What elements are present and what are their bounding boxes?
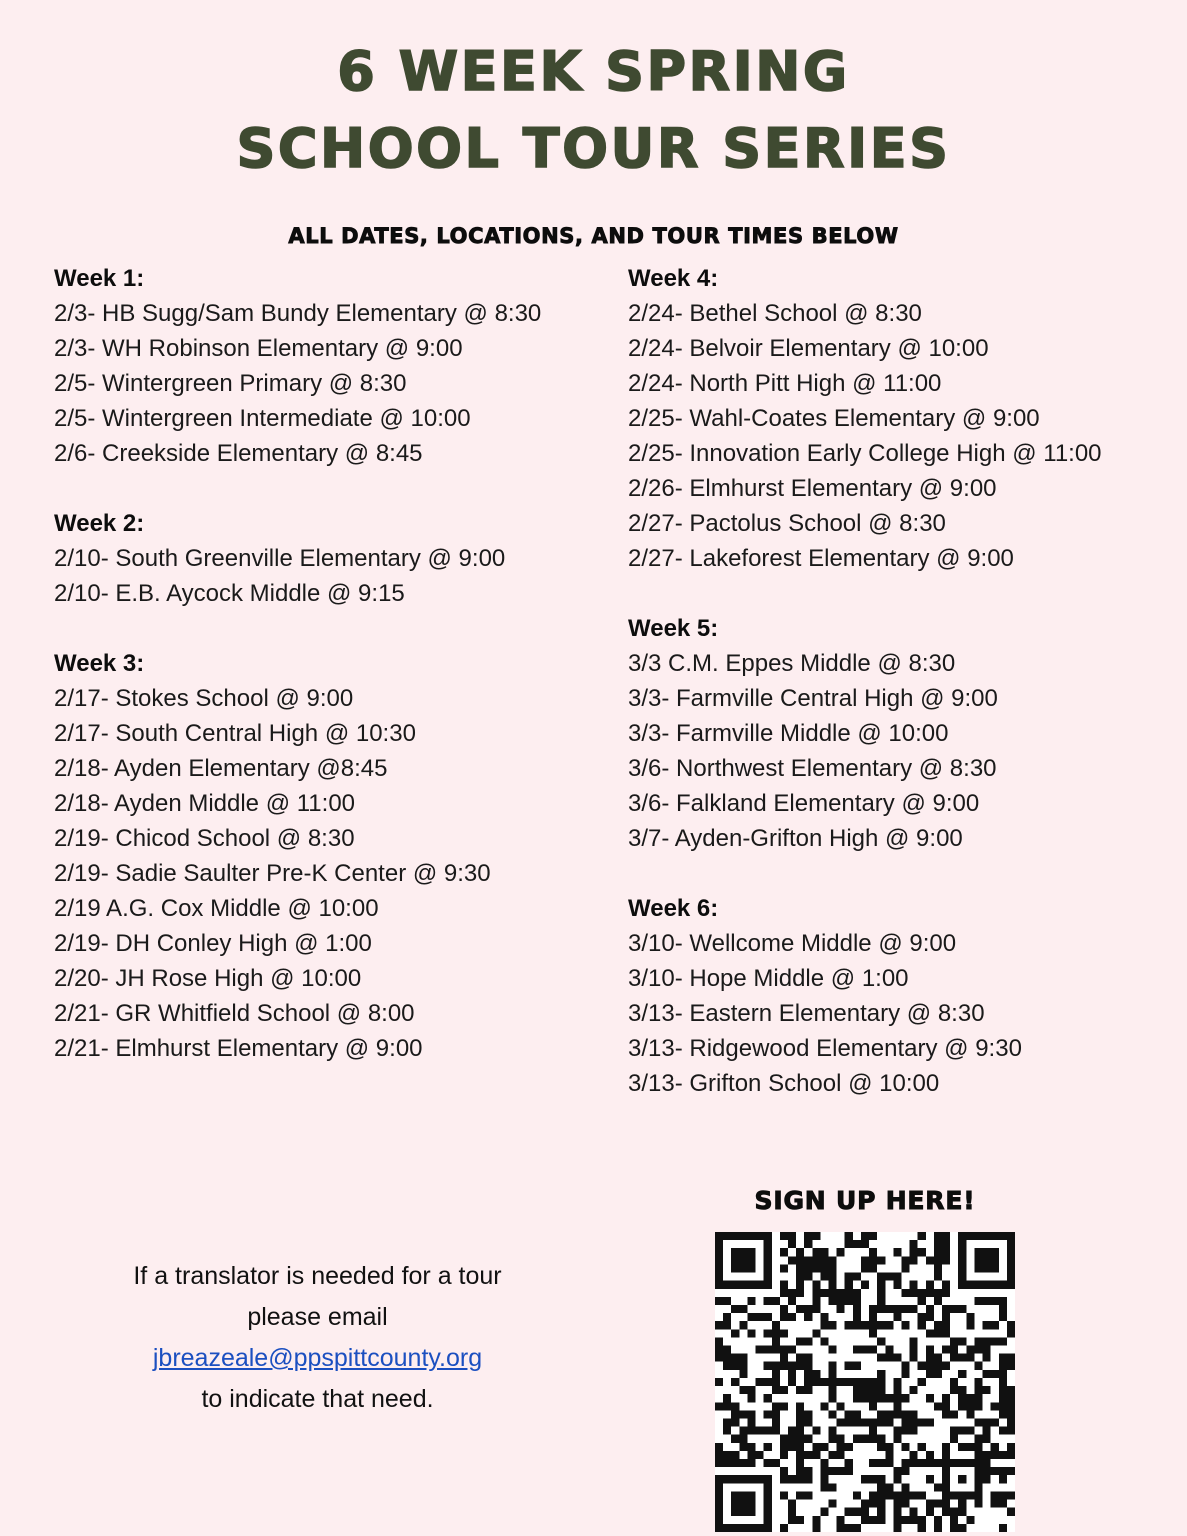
title-line-1: 6 WEEK SPRING bbox=[337, 40, 850, 103]
schedule-columns bbox=[0, 261, 1187, 1121]
schedule-entry: 3/3- Farmville Middle @ 10:00 bbox=[628, 720, 949, 747]
translator-note-line-1: If a translator is needed for a tour bbox=[133, 1262, 502, 1290]
schedule-entry: 2/18- Ayden Middle @ 11:00 bbox=[54, 790, 356, 817]
week-block-2 bbox=[54, 506, 595, 611]
signup-section bbox=[713, 1186, 1017, 1532]
translator-email-link[interactable]: jbreazeale@ppspittcounty.org bbox=[152, 1344, 483, 1372]
week-heading-4: Week 4: bbox=[628, 265, 719, 292]
schedule-entry: 2/3- HB Sugg/Sam Bundy Elementary @ 8:30 bbox=[54, 300, 542, 327]
schedule-column-left bbox=[54, 261, 595, 1066]
column-spacer bbox=[54, 611, 595, 646]
qr-code-icon[interactable] bbox=[715, 1232, 1015, 1532]
schedule-entry: 2/27- Pactolus School @ 8:30 bbox=[628, 510, 946, 537]
poster-header bbox=[0, 0, 1187, 248]
schedule-entry: 3/3- Farmville Central High @ 9:00 bbox=[628, 685, 998, 712]
week-block-6 bbox=[628, 891, 1173, 1101]
schedule-entry: 3/13- Eastern Elementary @ 8:30 bbox=[628, 1000, 985, 1027]
schedule-entry: 2/27- Lakeforest Elementary @ 9:00 bbox=[628, 545, 1014, 572]
week-block-4 bbox=[628, 261, 1173, 576]
schedule-entry: 2/17- Stokes School @ 9:00 bbox=[54, 685, 354, 712]
schedule-column-right bbox=[628, 261, 1173, 1101]
schedule-entry: 2/19 A.G. Cox Middle @ 10:00 bbox=[54, 895, 379, 922]
translator-note-line-3: to indicate that need. bbox=[201, 1385, 434, 1413]
week-heading-1: Week 1: bbox=[54, 265, 145, 292]
schedule-entry: 2/24- Bethel School @ 8:30 bbox=[628, 300, 922, 327]
schedule-entry: 2/17- South Central High @ 10:30 bbox=[54, 720, 416, 747]
schedule-entry: 2/19- Sadie Saulter Pre-K Center @ 9:30 bbox=[54, 860, 491, 887]
schedule-entry: 2/6- Creekside Elementary @ 8:45 bbox=[54, 440, 423, 467]
schedule-entry: 2/19- Chicod School @ 8:30 bbox=[54, 825, 355, 852]
signup-label: SIGN UP HERE! bbox=[754, 1186, 976, 1215]
week-heading-6: Week 6: bbox=[628, 895, 719, 922]
schedule-entry: 2/21- GR Whitfield School @ 8:00 bbox=[54, 1000, 415, 1027]
page-subtitle: ALL DATES, LOCATIONS, AND TOUR TIMES BELOW bbox=[288, 224, 899, 249]
schedule-entry: 2/24- Belvoir Elementary @ 10:00 bbox=[628, 335, 989, 362]
schedule-entry: 3/10- Hope Middle @ 1:00 bbox=[628, 965, 909, 992]
schedule-entry: 3/10- Wellcome Middle @ 9:00 bbox=[628, 930, 957, 957]
column-spacer bbox=[54, 471, 595, 506]
schedule-entry: 2/10- E.B. Aycock Middle @ 9:15 bbox=[54, 580, 405, 607]
week-block-3 bbox=[54, 646, 595, 1066]
schedule-entry: 2/5- Wintergreen Primary @ 8:30 bbox=[54, 370, 407, 397]
schedule-entry: 2/24- North Pitt High @ 11:00 bbox=[628, 370, 942, 397]
schedule-entry: 3/3 C.M. Eppes Middle @ 8:30 bbox=[628, 650, 956, 677]
column-spacer bbox=[628, 856, 1173, 891]
translator-note-line-2: please email bbox=[247, 1303, 388, 1331]
schedule-entry: 3/13- Ridgewood Elementary @ 9:30 bbox=[628, 1035, 1022, 1062]
schedule-entry: 3/6- Falkland Elementary @ 9:00 bbox=[628, 790, 980, 817]
schedule-entry: 3/13- Grifton School @ 10:00 bbox=[628, 1070, 940, 1097]
schedule-entry: 2/21- Elmhurst Elementary @ 9:00 bbox=[54, 1035, 423, 1062]
title-line-2: SCHOOL TOUR SERIES bbox=[236, 116, 951, 180]
schedule-entry: 2/25- Innovation Early College High @ 11:00 bbox=[628, 440, 1102, 467]
week-heading-3: Week 3: bbox=[54, 650, 145, 677]
schedule-entry: 2/5- Wintergreen Intermediate @ 10:00 bbox=[54, 405, 471, 432]
schedule-entry: 2/18- Ayden Elementary @8:45 bbox=[54, 755, 388, 782]
schedule-entry: 2/19- DH Conley High @ 1:00 bbox=[54, 930, 372, 957]
week-heading-2: Week 2: bbox=[54, 510, 145, 537]
schedule-entry: 2/25- Wahl-Coates Elementary @ 9:00 bbox=[628, 405, 1040, 432]
week-block-5 bbox=[628, 611, 1173, 856]
schedule-entry: 3/7- Ayden-Grifton High @ 9:00 bbox=[628, 825, 963, 852]
schedule-entry: 2/10- South Greenville Elementary @ 9:00 bbox=[54, 545, 506, 572]
schedule-entry: 3/6- Northwest Elementary @ 8:30 bbox=[628, 755, 997, 782]
column-spacer bbox=[628, 576, 1173, 611]
schedule-entry: 2/3- WH Robinson Elementary @ 9:00 bbox=[54, 335, 463, 362]
translator-note bbox=[40, 1256, 595, 1420]
schedule-entry: 2/20- JH Rose High @ 10:00 bbox=[54, 965, 362, 992]
page-title bbox=[0, 0, 1187, 187]
week-heading-5: Week 5: bbox=[628, 615, 719, 642]
schedule-entry: 2/26- Elmhurst Elementary @ 9:00 bbox=[628, 475, 997, 502]
week-block-1 bbox=[54, 261, 595, 471]
